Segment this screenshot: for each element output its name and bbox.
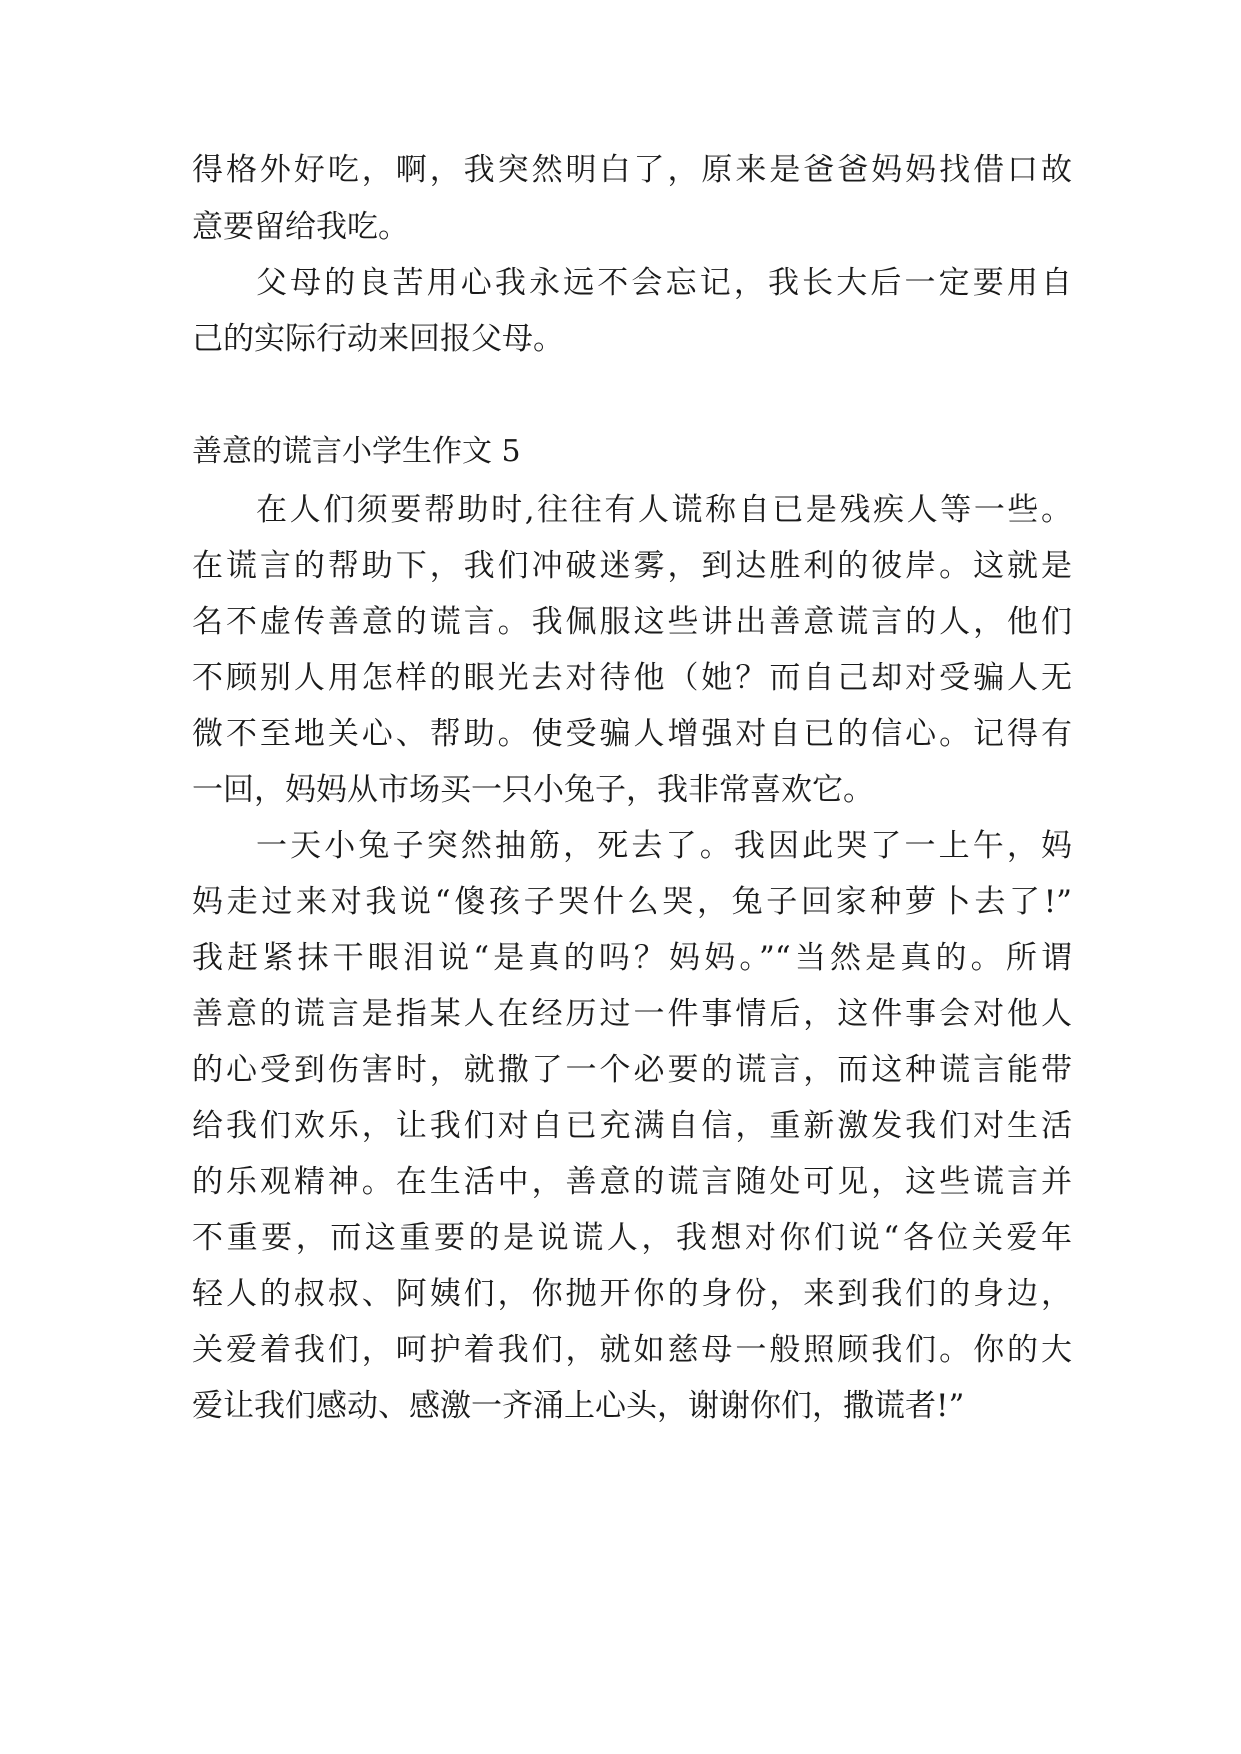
paragraph-d-line-10: 关爱着我们，呵护着我们，就如慈母一般照顾我们。你的大 xyxy=(192,1332,1072,1368)
paragraph-c-line-2: 在谎言的帮助下，我们冲破迷雾，到达胜利的彼岸。这就是 xyxy=(192,548,1072,584)
section-heading: 善意的谎言小学生作文 5 xyxy=(192,434,521,469)
paragraph-c-line-3: 名不虚传善意的谎言。我佩服这些讲出善意谎言的人，他们 xyxy=(192,604,1072,640)
paragraph-d-line-9: 轻人的叔叔、阿姨们，你抛开你的身份，来到我们的身边， xyxy=(192,1276,1072,1312)
paragraph-d-line-4: 善意的谎言是指某人在经历过一件事情后，这件事会对他人 xyxy=(192,996,1072,1032)
paragraph-c-line-6: 一回，妈妈从市场买一只小兔子，我非常喜欢它。 xyxy=(192,772,874,808)
paragraph-a-line-1: 得格外好吃，啊，我突然明白了，原来是爸爸妈妈找借口故 xyxy=(192,152,1072,188)
paragraph-c-line-1: 在人们须要帮助时,往往有人谎称自已是残疾人等一些。 xyxy=(256,492,1072,528)
paragraph-d-line-7: 的乐观精神。在生活中，善意的谎言随处可见，这些谎言并 xyxy=(192,1164,1072,1200)
paragraph-b-line-2: 己的实际行动来回报父母。 xyxy=(192,321,564,357)
paragraph-b-line-1: 父母的良苦用心我永远不会忘记，我长大后一定要用自 xyxy=(256,265,1072,301)
paragraph-c-line-4: 不顾别人用怎样的眼光去对待他（她？而自己却对受骗人无 xyxy=(192,660,1072,696)
paragraph-a-line-2: 意要留给我吃。 xyxy=(192,209,409,245)
paragraph-d-line-8: 不重要，而这重要的是说谎人，我想对你们说“各位关爱年 xyxy=(192,1220,1072,1256)
paragraph-d-line-11: 爱让我们感动、感激一齐涌上心头，谢谢你们，撒谎者!” xyxy=(192,1388,965,1424)
paragraph-d-line-5: 的心受到伤害时，就撒了一个必要的谎言，而这种谎言能带 xyxy=(192,1052,1072,1088)
paragraph-d-line-6: 给我们欢乐，让我们对自已充满自信，重新激发我们对生活 xyxy=(192,1108,1072,1144)
paragraph-d-line-1: 一天小兔子突然抽筋，死去了。我因此哭了一上午，妈 xyxy=(256,828,1072,864)
paragraph-d-line-2: 妈走过来对我说“傻孩子哭什么哭，兔子回家种萝卜去了!” xyxy=(192,884,1072,920)
paragraph-d-line-3: 我赶紧抹干眼泪说“是真的吗？妈妈。”“当然是真的。所谓 xyxy=(192,940,1072,976)
paragraph-c-line-5: 微不至地关心、帮助。使受骗人增强对自已的信心。记得有 xyxy=(192,716,1072,752)
